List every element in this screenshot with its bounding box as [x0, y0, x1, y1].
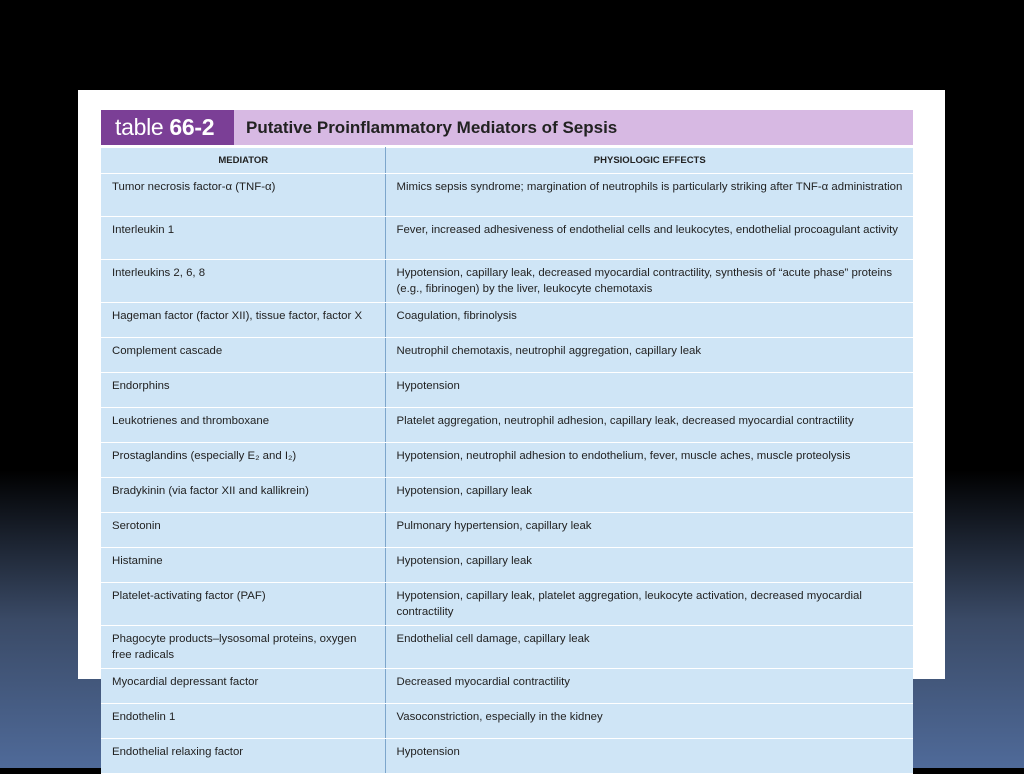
mediator-cell: Complement cascade [101, 338, 385, 373]
effects-cell: Mimics sepsis syndrome; margination of neutrophils is particularly striking after TNF-α administration [385, 174, 913, 217]
mediator-cell: Prostaglandins (especially E₂ and I₂) [101, 443, 385, 478]
table-header [101, 110, 913, 145]
effects-cell: Hypotension, neutrophil adhesion to endothelium, fever, muscle aches, muscle proteolysis [385, 443, 913, 478]
column-header-effects: PHYSIOLOGIC EFFECTS [385, 148, 913, 174]
table-row [101, 513, 913, 548]
table-title: Putative Proinflammatory Mediators of Sepsis [246, 117, 618, 137]
column-header-mediator: MEDIATOR [101, 148, 385, 174]
table-header-row [101, 148, 913, 174]
table-body [101, 174, 913, 774]
table-row [101, 548, 913, 583]
table-row [101, 174, 913, 217]
mediators-table [101, 147, 913, 774]
mediator-cell: Endothelial relaxing factor [101, 739, 385, 774]
table-row [101, 583, 913, 626]
table-row [101, 408, 913, 443]
effects-cell: Platelet aggregation, neutrophil adhesion, capillary leak, decreased myocardial contractility [385, 408, 913, 443]
mediator-cell: Interleukin 1 [101, 217, 385, 260]
effects-cell: Decreased myocardial contractility [385, 669, 913, 704]
table-row [101, 626, 913, 669]
effects-cell: Vasoconstriction, especially in the kidney [385, 704, 913, 739]
effects-cell: Hypotension [385, 739, 913, 774]
table-row [101, 260, 913, 303]
effects-cell: Hypotension, capillary leak, platelet aggregation, leukocyte activation, decreased myocardial contractility [385, 583, 913, 626]
mediator-cell: Phagocyte products–lysosomal proteins, oxygen free radicals [101, 626, 385, 669]
mediator-cell: Histamine [101, 548, 385, 583]
mediator-cell: Hageman factor (factor XII), tissue factor, factor X [101, 303, 385, 338]
mediator-cell: Myocardial depressant factor [101, 669, 385, 704]
effects-cell: Pulmonary hypertension, capillary leak [385, 513, 913, 548]
table-row [101, 704, 913, 739]
effects-cell: Hypotension, capillary leak [385, 478, 913, 513]
table-tag-number: 66-2 [169, 114, 215, 140]
table-row [101, 373, 913, 408]
slide-card [78, 90, 945, 758]
effects-cell: Hypotension, capillary leak [385, 548, 913, 583]
effects-cell: Fever, increased adhesiveness of endothelial cells and leukocytes, endothelial procoagulant activity [385, 217, 913, 260]
mediator-cell: Leukotrienes and thromboxane [101, 408, 385, 443]
table-row [101, 669, 913, 704]
mediator-cell: Bradykinin (via factor XII and kallikrein) [101, 478, 385, 513]
mediator-cell: Platelet-activating factor (PAF) [101, 583, 385, 626]
effects-cell: Hypotension [385, 373, 913, 408]
effects-cell: Neutrophil chemotaxis, neutrophil aggregation, capillary leak [385, 338, 913, 373]
mediator-cell: Endothelin 1 [101, 704, 385, 739]
table-row [101, 478, 913, 513]
mediator-cell: Tumor necrosis factor-α (TNF-α) [101, 174, 385, 217]
table-row [101, 217, 913, 260]
table-tag [101, 110, 234, 145]
table-row [101, 338, 913, 373]
mediator-cell: Serotonin [101, 513, 385, 548]
effects-cell: Coagulation, fibrinolysis [385, 303, 913, 338]
table-tag-prefix: table [115, 114, 164, 140]
table-row [101, 739, 913, 774]
table-row [101, 443, 913, 478]
mediator-cell: Endorphins [101, 373, 385, 408]
mediator-cell: Interleukins 2, 6, 8 [101, 260, 385, 303]
effects-cell: Hypotension, capillary leak, decreased myocardial contractility, synthesis of “acute phase” proteins (e.g., fibrinogen) by the liver, leukocyte chemotaxis [385, 260, 913, 303]
effects-cell: Endothelial cell damage, capillary leak [385, 626, 913, 669]
table-row [101, 303, 913, 338]
